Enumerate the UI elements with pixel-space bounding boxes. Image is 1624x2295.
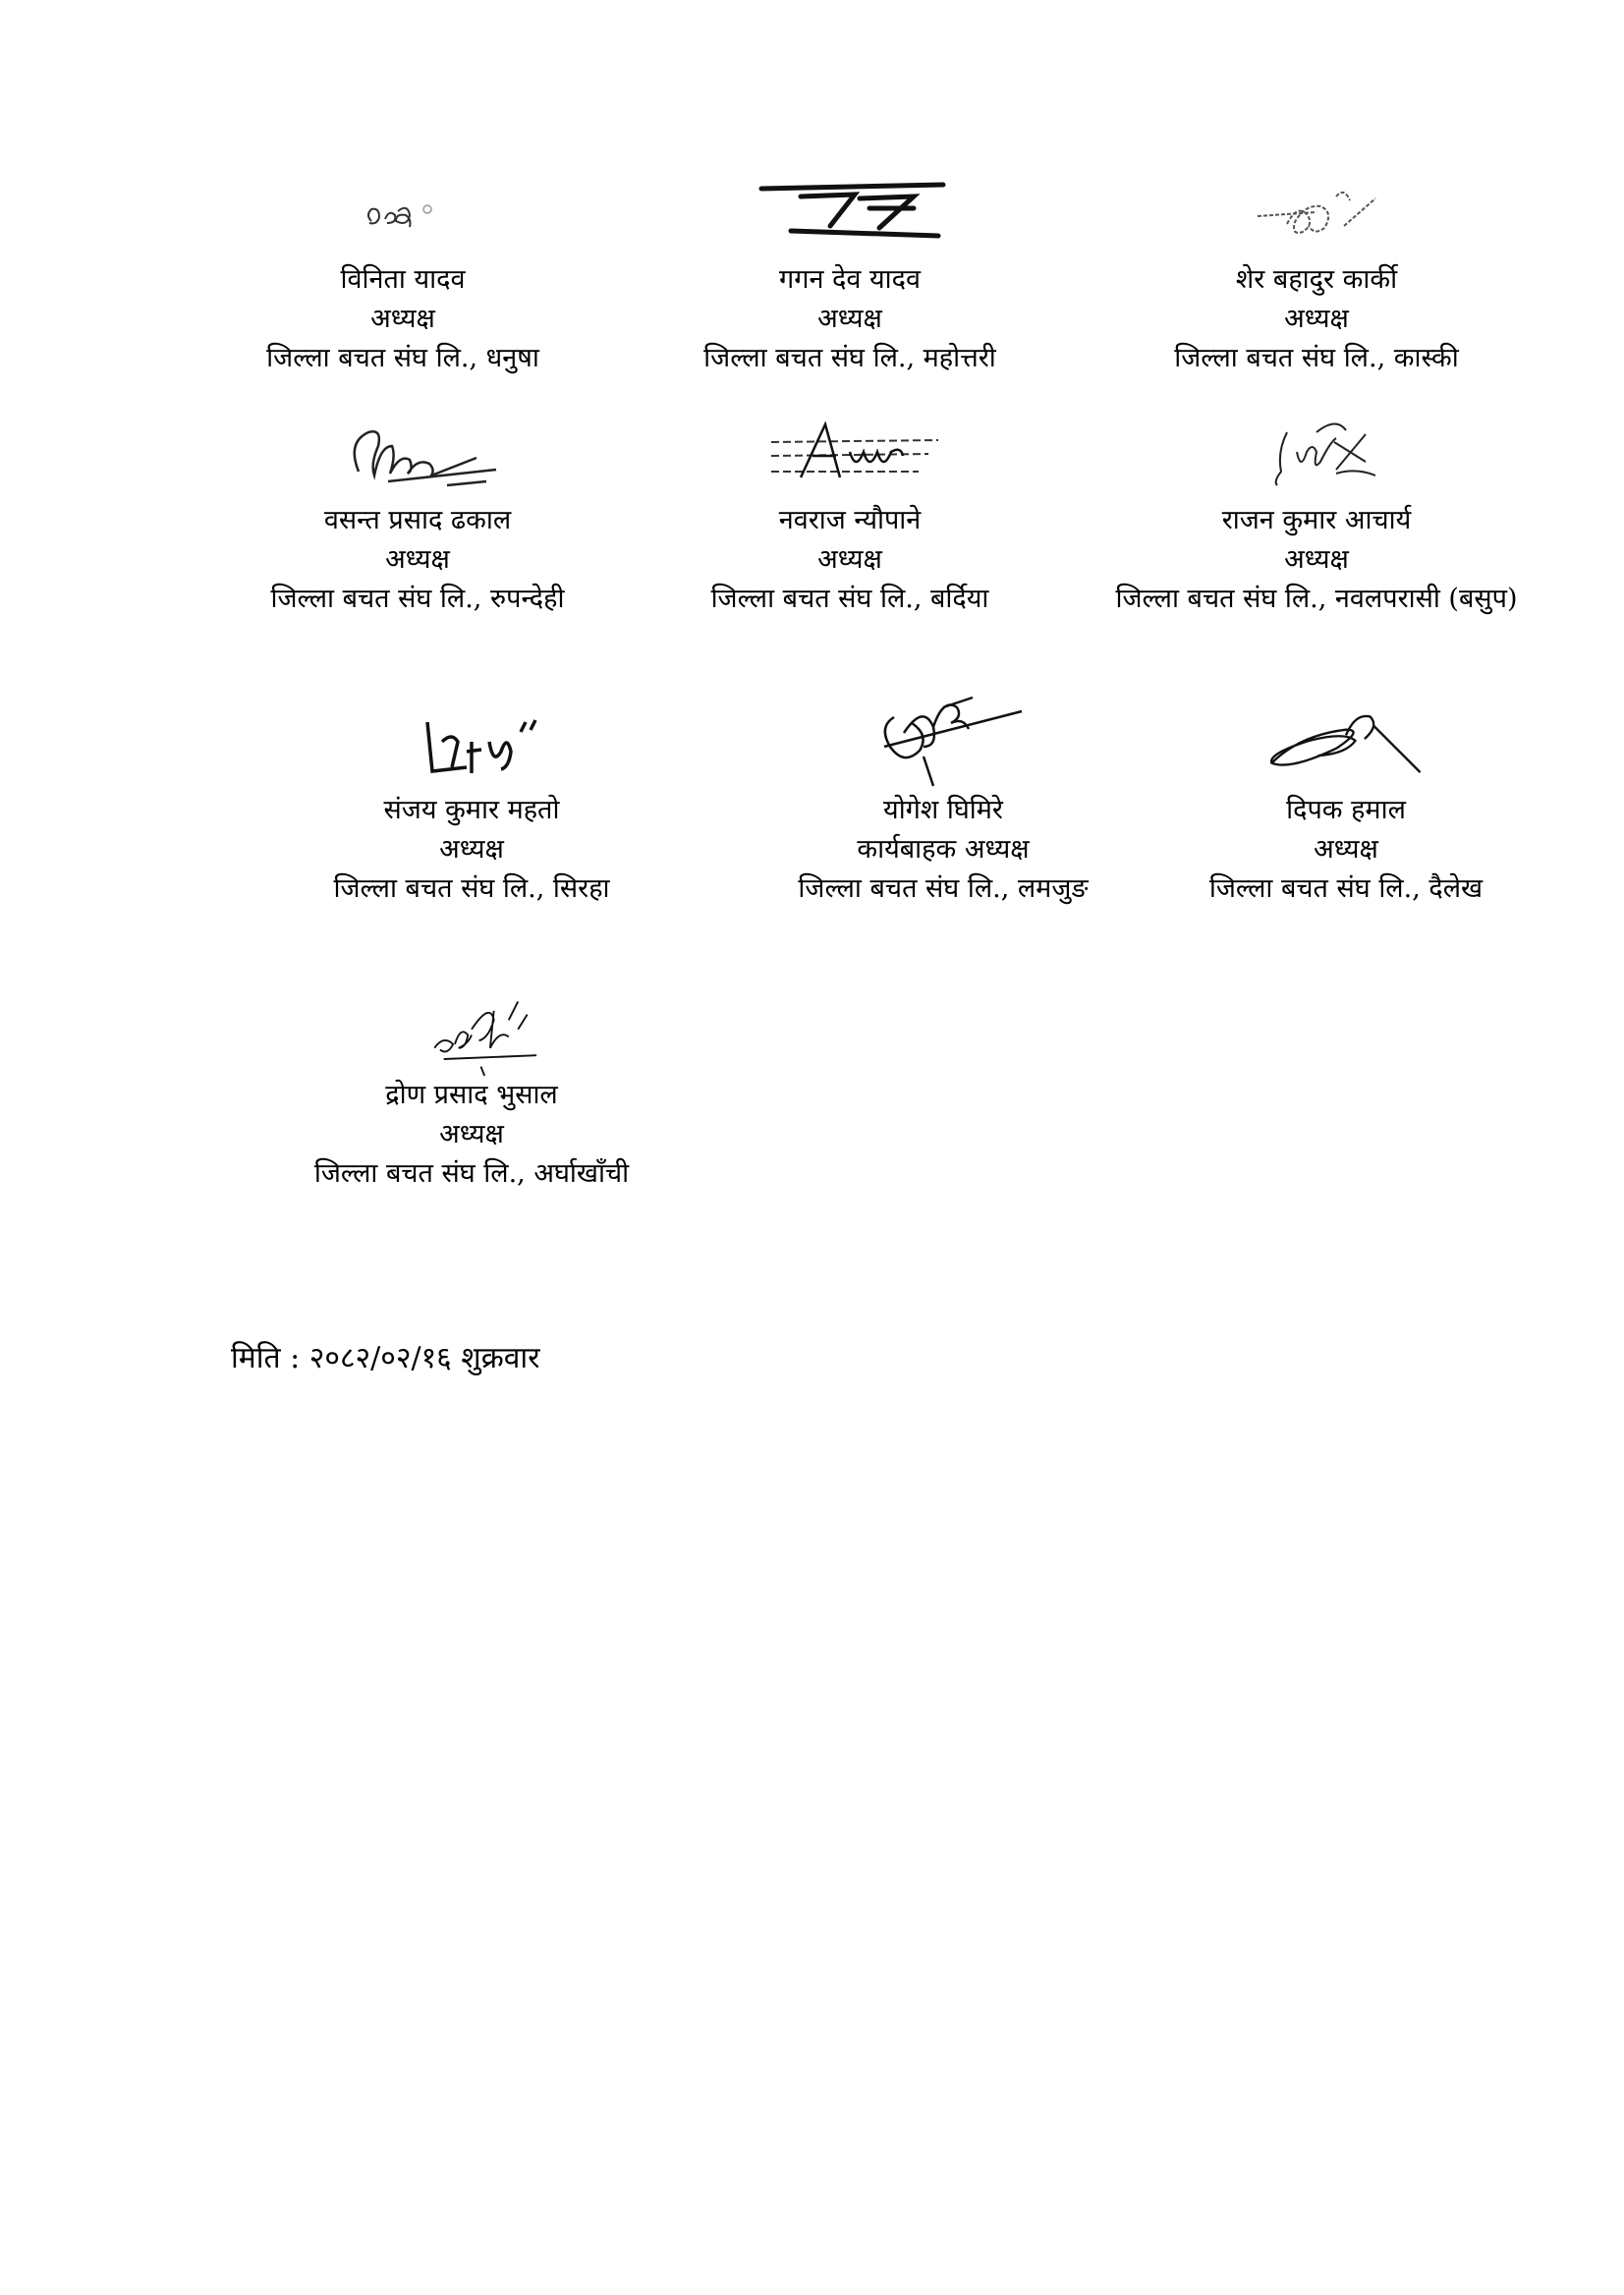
signatory-org: जिल्ला बचत संघ लि., धनुषा: [266, 343, 539, 373]
signature-image: [305, 172, 501, 260]
signatory-block: [265, 702, 678, 909]
signatory-block: [644, 172, 1056, 378]
signatory-block: [1091, 413, 1542, 619]
signatory-block: [196, 172, 609, 378]
signatory-org: जिल्ला बचत संघ लि., रुपन्देही: [270, 584, 565, 614]
signatory-title: अध्यक्ष: [439, 834, 504, 865]
signatory-name: विनिता यादव: [340, 264, 466, 295]
signatory-org: जिल्ला बचत संघ लि., सिरहा: [333, 873, 610, 904]
signatory-org: जिल्ला बचत संघ लि., अर्घाखाँची: [313, 1158, 630, 1189]
signatory-title: कार्यबाहक अध्यक्ष: [857, 834, 1030, 865]
signatory-name: गगन देव यादव: [779, 264, 921, 295]
signatory-name: द्रोण प्रसाद भुसाल: [385, 1080, 558, 1110]
document-date: मिति : २०८२/०२/१६ शुक्रवार: [231, 1341, 540, 1375]
signature-image: [1218, 172, 1415, 260]
signatory-block: [265, 992, 678, 1194]
signatory-name: दिपक हमाल: [1286, 795, 1406, 825]
signatory-title: अध्यक्ष: [1284, 304, 1349, 334]
signatory-org: जिल्ला बचत संघ लि., लमजुङ: [798, 873, 1089, 904]
signatory-title: अध्यक्ष: [1284, 544, 1349, 575]
signatory-block: [644, 413, 1056, 619]
signatory-block: [1140, 707, 1552, 909]
signatory-title: अध्यक्ष: [817, 544, 882, 575]
signatory-name: योगेश घिमिरे: [883, 795, 1003, 825]
signature-image: [732, 172, 968, 260]
signature-image: [373, 992, 570, 1076]
signatory-title: अध्यक्ष: [817, 304, 882, 334]
signatory-name: वसन्त प्रसाद ढकाल: [323, 505, 512, 535]
signature-image: [732, 413, 968, 501]
signatory-block: [211, 413, 624, 619]
signatory-title: अध्यक्ष: [385, 544, 450, 575]
signatory-name: नवराज न्यौपाने: [778, 505, 922, 535]
signatory-org: जिल्ला बचत संघ लि., महोत्तरी: [703, 343, 996, 373]
signature-image: [300, 413, 535, 501]
signature-image: [1238, 707, 1454, 791]
signatory-name: संजय कुमार महतो: [383, 795, 560, 825]
signature-image: [1218, 413, 1415, 501]
signatory-block: [712, 688, 1174, 909]
signatory-org: जिल्ला बचत संघ लि., बर्दिया: [710, 584, 989, 614]
signatory-name: शेर बहादुर कार्की: [1235, 264, 1398, 295]
signatory-title: अध्यक्ष: [1314, 834, 1378, 865]
signatory-title: अध्यक्ष: [370, 304, 435, 334]
signature-image: [373, 702, 570, 791]
signatory-title: अध्यक्ष: [439, 1119, 504, 1149]
signatory-org: जिल्ला बचत संघ लि., कास्की: [1174, 343, 1459, 373]
signatory-block: [1110, 172, 1523, 378]
signatory-name: राजन कुमार आचार्य: [1221, 505, 1412, 535]
signatory-org: जिल्ला बचत संघ लि., नवलपरासी (बसुप): [1115, 584, 1518, 614]
signature-image: [825, 688, 1061, 791]
signatory-org: जिल्ला बचत संघ लि., दैलेख: [1208, 873, 1484, 904]
